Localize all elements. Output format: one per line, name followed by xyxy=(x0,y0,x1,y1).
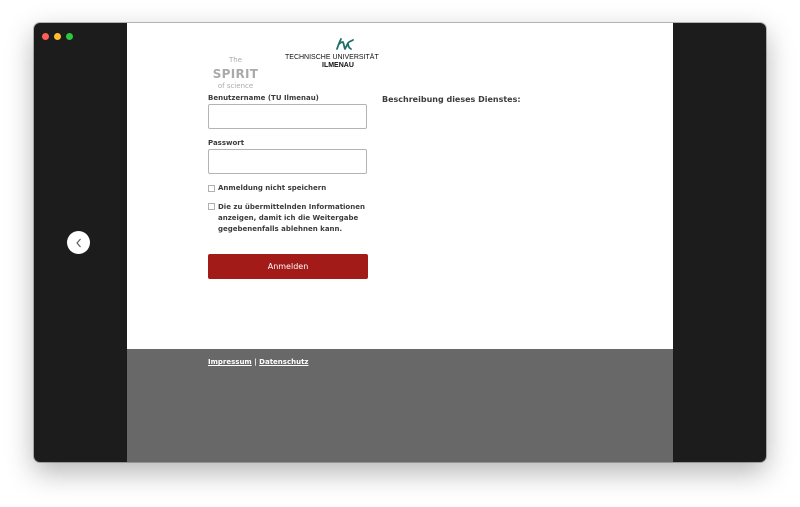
show-info-checkbox[interactable] xyxy=(208,203,215,210)
spirit-of-science-logo xyxy=(208,49,263,90)
window-close-button[interactable] xyxy=(42,33,49,40)
spirit-logo-spirit: SPIRIT xyxy=(212,67,259,81)
service-description-heading: Beschreibung dieses Dienstes: xyxy=(382,95,521,104)
spirit-logo-subtitle: of science xyxy=(217,82,254,90)
browser-window xyxy=(34,23,766,462)
no-save-checkbox[interactable] xyxy=(208,185,215,192)
chevron-left-icon xyxy=(75,238,83,248)
login-button[interactable]: Anmelden xyxy=(208,254,368,279)
no-save-label: Anmeldung nicht speichern xyxy=(218,184,327,192)
username-label: Benutzername (TU Ilmenau) xyxy=(208,94,319,102)
window-maximize-button[interactable] xyxy=(66,33,73,40)
show-info-option[interactable] xyxy=(208,202,368,235)
back-button[interactable] xyxy=(67,231,90,254)
footer xyxy=(127,349,673,462)
tu-ilmenau-logo-mark xyxy=(335,37,355,52)
password-input[interactable] xyxy=(208,149,367,174)
footer-links xyxy=(208,358,309,366)
username-input[interactable] xyxy=(208,104,367,129)
footer-separator: | xyxy=(254,358,257,366)
tu-logo-line2: ILMENAU xyxy=(322,62,354,69)
show-info-label: Die zu übermittelnden Informationen anzeigen, damit ich die Weitergabe gegebenenfalls ablehnen kann. xyxy=(218,203,365,233)
login-page xyxy=(127,23,673,462)
window-minimize-button[interactable] xyxy=(54,33,61,40)
no-save-login-option[interactable] xyxy=(208,184,326,192)
datenschutz-link[interactable]: Datenschutz xyxy=(259,358,309,366)
tu-logo-line1: TECHNISCHE UNIVERSITÄT xyxy=(285,54,379,61)
spirit-logo-the: The xyxy=(228,56,243,64)
impressum-link[interactable]: Impressum xyxy=(208,358,252,366)
password-label: Passwort xyxy=(208,139,245,147)
